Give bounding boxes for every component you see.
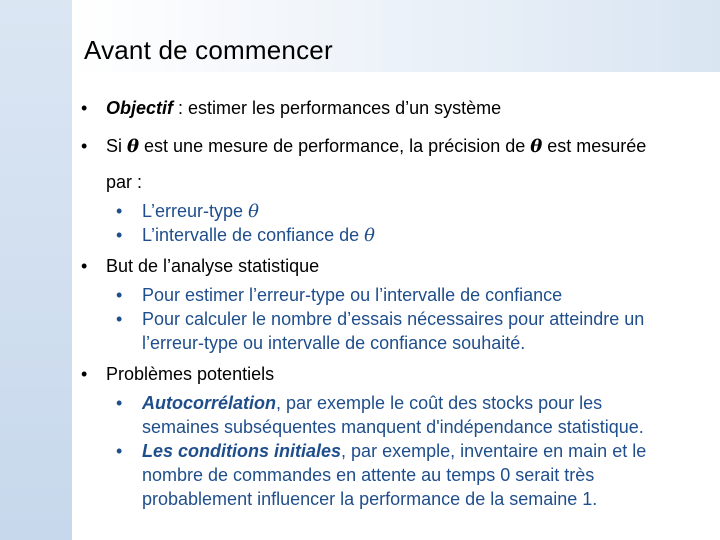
si-prefix: Si: [106, 136, 128, 156]
sub-item-calculer: Pour calculer le nombre d’essais nécessaires pour atteindre un: [142, 309, 645, 329]
bullet-4: •: [81, 364, 88, 384]
sub-item-conditions-cont2: probablement influencer la performance de la semaine 1.: [142, 489, 598, 509]
sub-bullet: •: [116, 441, 123, 461]
theta-symbol: θ: [364, 225, 375, 246]
slide-title: Avant de commencer: [84, 35, 333, 65]
si-mid: est une mesure de performance, la précision de: [139, 136, 531, 156]
theta-symbol: θ: [127, 136, 140, 157]
sub-bullet: •: [116, 285, 123, 305]
sub-bullet: •: [116, 201, 123, 221]
objectif-text: : estimer les performances d’un système: [173, 98, 502, 118]
bullet-2: •: [81, 136, 88, 156]
sub-bullet: •: [116, 309, 123, 329]
theta-symbol: θ: [530, 136, 543, 157]
conditions-label: Les conditions initiales: [142, 441, 342, 461]
bullet-3: •: [81, 256, 88, 276]
sub-item-text: L’intervalle de confiance de: [142, 225, 365, 245]
sub-item-conditions-cont1: nombre de commandes en attente au temps 0 serait très: [142, 465, 595, 485]
sub-item-estimer: Pour estimer l’erreur-type ou l’intervalle de confiance: [142, 285, 563, 305]
sub-bullet: •: [116, 393, 123, 413]
item-but: But de l’analyse statistique: [106, 256, 320, 276]
sub-item-conditions: [142, 440, 646, 462]
sub-item-autocorrelation-cont: semaines subséquentes manquent d'indépendance statistique.: [142, 417, 644, 437]
sub-item-calculer-cont: l’erreur-type ou intervalle de confiance souhaité.: [142, 333, 526, 353]
sub-bullet: •: [116, 225, 123, 245]
item-problemes: Problèmes potentiels: [106, 364, 275, 384]
autocorrelation-text: , par exemple le coût des stocks pour les: [276, 393, 603, 413]
bullet-1: •: [81, 98, 88, 118]
sub-item-erreur-type: [142, 200, 259, 223]
objectif-label: Objectif: [106, 98, 174, 118]
si-continuation: par :: [106, 172, 143, 192]
sub-item-autocorrelation: [142, 392, 602, 414]
autocorrelation-label: Autocorrélation: [142, 393, 277, 413]
si-suffix: est mesurée: [542, 136, 647, 156]
conditions-text: , par exemple, inventaire en main et le: [341, 441, 647, 461]
sub-item-text: L’erreur-type: [142, 201, 249, 221]
theta-symbol: θ: [248, 201, 259, 222]
item-si-theta: [106, 135, 646, 158]
item-objectif: [106, 97, 501, 119]
sub-item-intervalle: [142, 224, 375, 247]
